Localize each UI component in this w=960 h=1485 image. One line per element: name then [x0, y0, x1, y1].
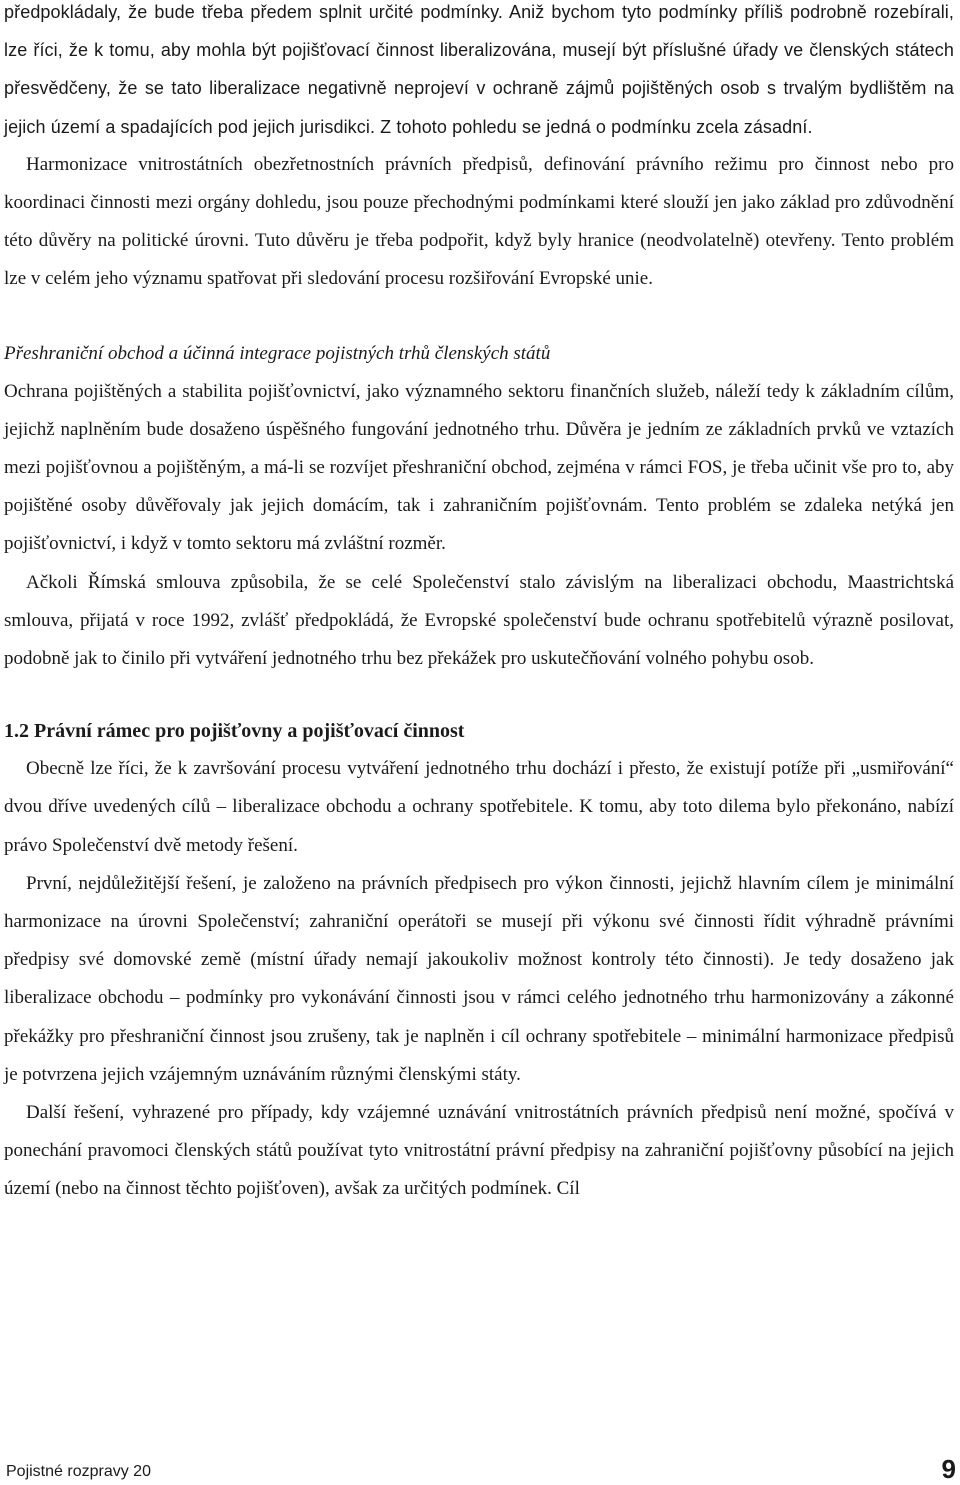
paragraph-protection: Ochrana pojištěných a stabilita pojišťovnictví, jako významného sektoru finančních služeb, náleží tedy k základním cílům, jejichž naplněním bude dosaženo úspěšného fungování jednotného trhu. Důvěra je jedním ze základních prvků ve vztazích mezi pojišťovnou a pojištěným, a má-li se rozvíjet přeshraniční obchod, zejména v rámci FOS, je třeba učinit vše pro to, aby pojištěné osoby důvěřovaly jak jejich domácím, tak i zahraničním pojišťovnám. Tento problém se zdaleka netýká jen pojišťovnictví, i když v tomto sektoru má zvláštní rozměr.: [4, 380, 954, 555]
paragraph-intro: předpokládaly, že bude třeba předem splnit určité podmínky. Aniž bychom tyto podmínky příliš podrobně rozebírali, lze říci, že k tomu, aby mohla být pojišťovací činnost liberalizována, musejí být příslušné úřady ve členských státech přesvědčeny, že se tato liberalizace negativně neprojeví v ochraně zájmů pojištěných osob s trvalým bydlištěm na jejich území a spadajících pod jejich jurisdikci. Z tohoto pohledu se jedná o podmínku zcela zásadní.: [4, 2, 954, 137]
document-page: [4, 0, 954, 1209]
paragraph-harmonization: Harmonizace vnitrostátních obezřetnostních právních předpisů, definování právního režimu pro činnost nebo pro koordinaci činnosti mezi orgány dohledu, jsou pouze přechodnými podmínkami které slouží jen jako základ pro zdůvodnění této důvěry na politické úrovni. Tuto důvěru je třeba podpořit, když byly hranice (neodvolatelně) otevřeny. Tento problém lze v celém jeho významu spatřovat při sledování procesu rozšiřování Evropské unie.: [4, 153, 954, 290]
section-heading-legal-framework: 1.2 Právní rámec pro pojišťovny a pojišťovací činnost: [4, 720, 465, 743]
paragraph-generally: Obecně lze říci, že k završování procesu vytváření jednotného trhu dochází i přesto, že existují potíže při „usmiřování“ dvou dříve uvedených cílů – liberalizace obchodu a ochrany spotřebitele. K tomu, aby toto dilema bylo překonáno, nabízí právo Společenství dvě metody řešení.: [4, 758, 954, 856]
paragraph-second-solution: Další řešení, vyhrazené pro případy, kdy vzájemné uznávání vnitrostátních právních předpisů není možné, spočívá v ponechání pravomoci členských států používat tyto vnitrostátní právní předpisy na zahraniční pojišťovny působící na jejich území (nebo na činnost těchto pojišťoven), avšak za určitých podmínek. Cíl: [4, 1102, 954, 1200]
footer-journal-title: Pojistné rozpravy 20: [6, 1463, 151, 1480]
subheading-cross-border-trade: Přeshraniční obchod a účinná integrace pojistných trhů členských států: [4, 342, 551, 364]
paragraph-first-solution: První, nejdůležitější řešení, je založeno na právních předpisech pro výkon činnosti, jejichž hlavním cílem je minimální harmonizace na úrovni Společenství; zahraniční operátoři se musejí při výkonu své činnosti řídit výhradně právními předpisy své domovské země (místní úřady nemají jakoukoliv možnost kontroly této činnosti). Je tedy dosaženo jak liberalizace obchodu – podmínky pro vykonávání činnosti jsou v rámci celého jednotného trhu harmonizovány a zákonné překážky pro přeshraniční činnost jsou zrušeny, tak je naplněn i cíl ochrany spotřebitele – minimální harmonizace předpisů je potvrzena jejich vzájemným uznáváním různými členskými státy.: [4, 872, 954, 1085]
page-number: 9: [941, 1454, 956, 1484]
paragraph-treaties: Ačkoli Římská smlouva způsobila, že se celé Společenství stalo závislým na liberalizaci obchodu, Maastrichtská smlouva, přijatá v roce 1992, zvlášť předpokládá, že Evropské společenství bude ochranu spotřebitelů výrazně posilovat, podobně jak to činilo při vytváření jednotného trhu bez překážek pro uskutečňování volného pohybu osob.: [4, 571, 954, 670]
